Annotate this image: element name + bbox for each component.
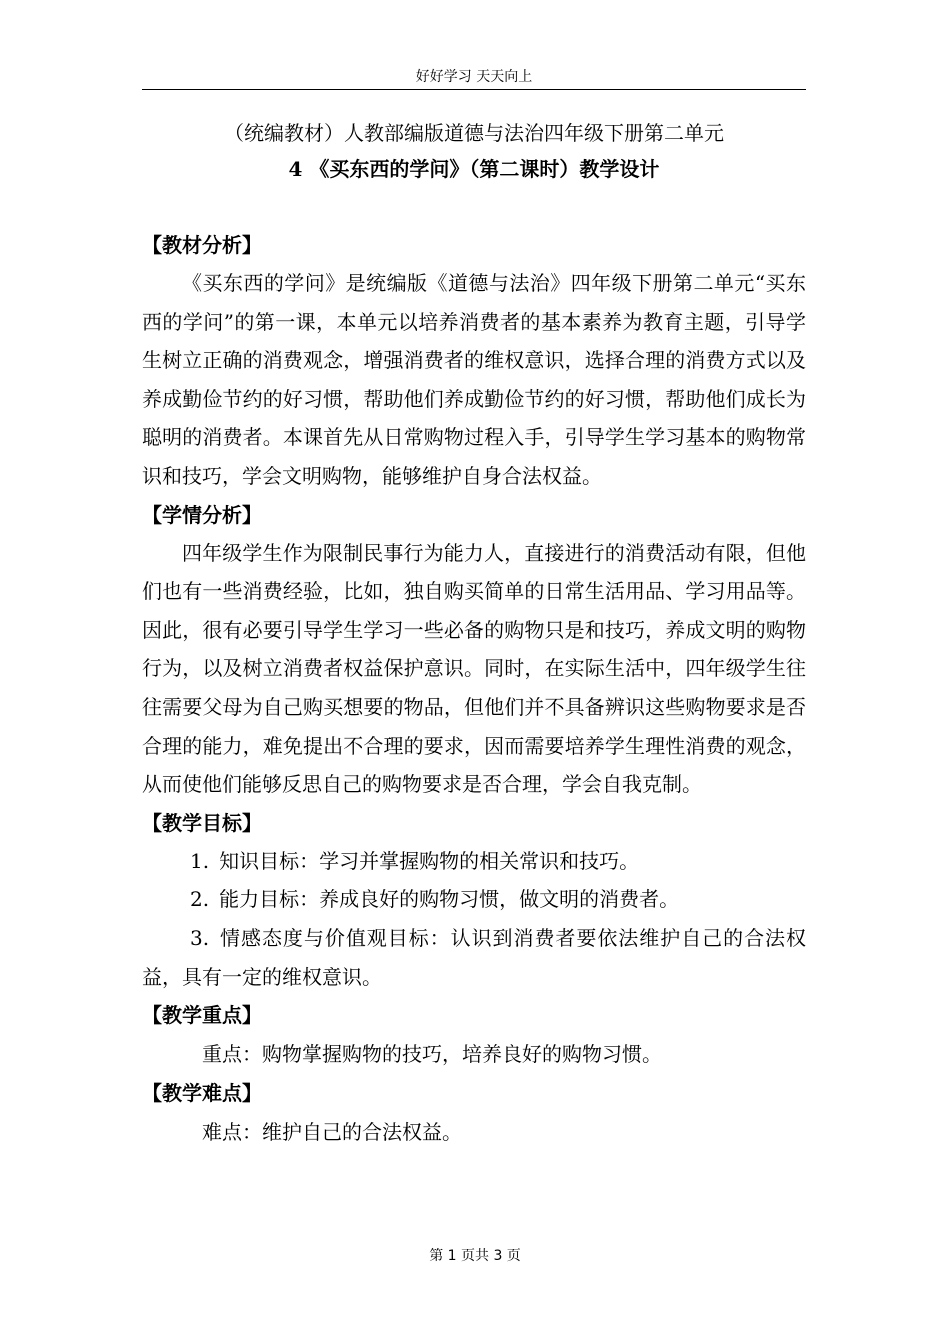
section-heading-difficult-points: 【教学难点】	[142, 1081, 262, 1106]
goal-item-knowledge	[142, 842, 806, 881]
material-analysis-text: 《买东西的学问》是统编版《道德与法治》四年级下册第二单元“买东西的学问”的第一课，本单元以培养消费者的基本素养为教育主题，引导学生树立正确的消费观念，增强消费者的维权意识，选择合理的消费方式以及养成勤俭节约的好习惯，帮助他们养成勤俭节约的好习惯，帮助他们成长为聪明的消费者。本课首先从日常购物过程入手，引导学生学习基本的购物常识和技巧，学会文明购物，能够维护自身合法权益。	[142, 271, 806, 488]
goal-number: 2.	[190, 887, 210, 912]
section-heading-key-points: 【教学重点】	[142, 1003, 262, 1028]
section-heading-student-analysis: 【学情分析】	[142, 502, 262, 527]
difficult-points-text: 难点：维护自己的合法权益。	[202, 1120, 462, 1145]
page-header: 好好学习 天天向上	[415, 69, 533, 85]
section-heading-material-analysis: 【教材分析】	[142, 233, 262, 257]
document-body	[142, 226, 806, 1152]
goal-text: 情感态度与价值观目标：认识到消费者要依法维护自己的合法权益，具有一定的维权意识。	[142, 925, 806, 989]
goal-number: 3.	[190, 925, 210, 950]
goal-number: 1.	[190, 848, 210, 873]
document-title-line1: （统编教材）人教部编版道德与法治四年级下册第二单元	[224, 121, 724, 145]
key-points-text: 重点：购物掌握购物的技巧，培养良好的购物习惯。	[202, 1042, 662, 1067]
document-title-line2: 4 《买东西的学问》（第二课时）教学设计	[288, 157, 660, 181]
goal-item-attitude	[142, 919, 806, 996]
section-heading-teaching-goals: 【教学目标】	[142, 810, 262, 835]
goal-text: 能力目标：养成良好的购物习惯，做文明的消费者。	[219, 887, 680, 912]
student-analysis-text: 四年级学生作为限制民事行为能力人，直接进行的消费活动有限，但他们也有一些消费经验，比如，独自购买简单的日常生活用品、学习用品等。因此，很有必要引导学生学习一些必备的购物只是和技巧，养成文明的购物行为，以及树立消费者权益保护意识。同时，在实际生活中，四年级学生往往需要父母为自己购买想要的物品，但他们并不具备辨识这些购物要求是否合理的能力，难免提出不合理的要求，因而需要培养学生理性消费的观念，从而使他们能够反思自己的购物要求是否合理，学会自我克制。	[142, 540, 806, 797]
goal-item-ability	[142, 880, 806, 919]
goal-text: 知识目标：学习并掌握购物的相关常识和技巧。	[219, 848, 640, 873]
header-divider	[142, 89, 806, 90]
page-number: 第 1 页共 3 页	[429, 1248, 521, 1264]
